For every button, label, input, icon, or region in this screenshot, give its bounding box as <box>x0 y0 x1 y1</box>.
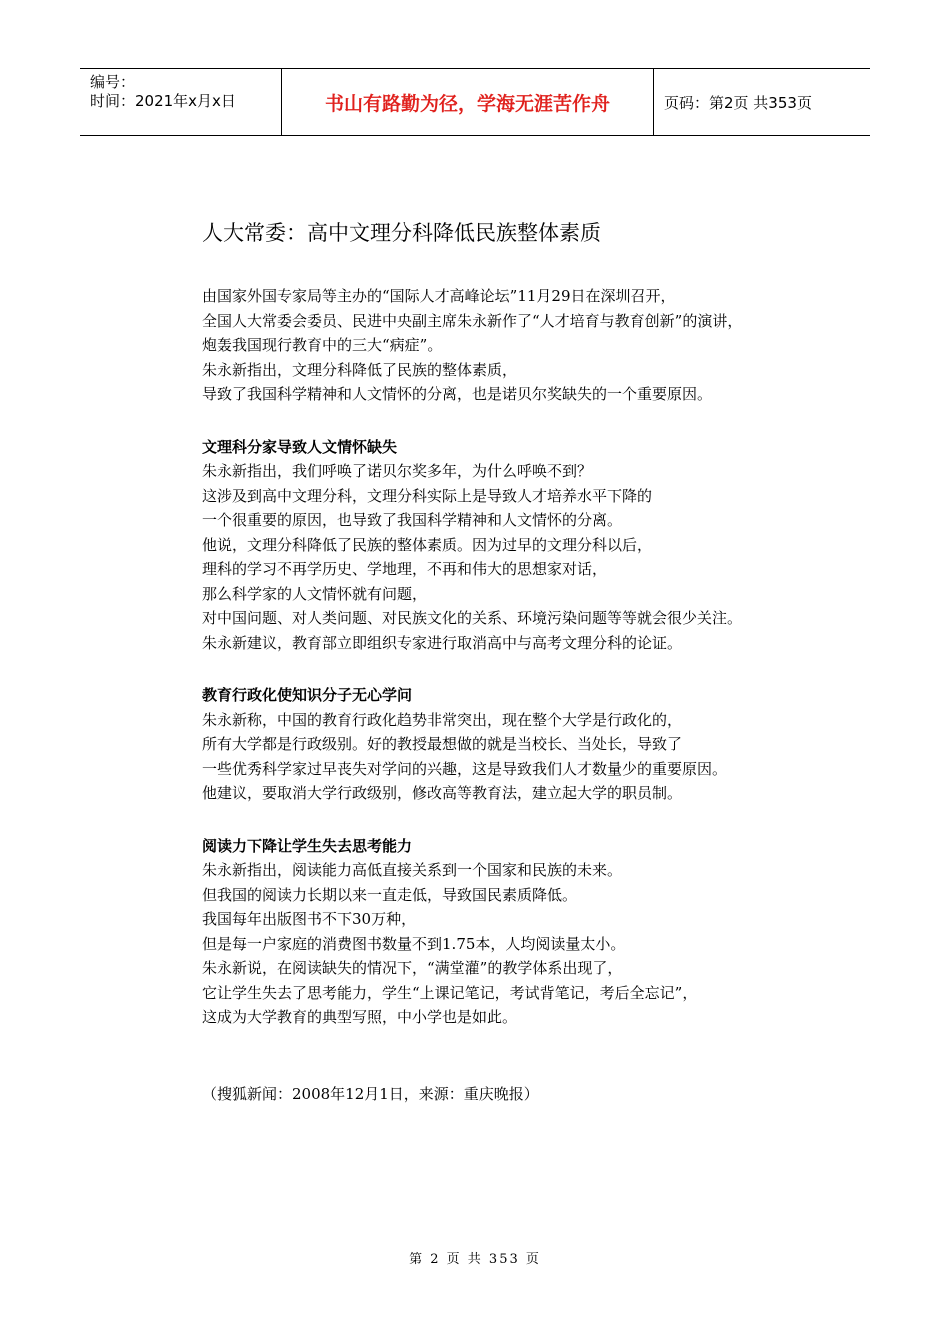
text-line: 那么科学家的人文情怀就有问题， <box>202 584 428 603</box>
text-line: 它让学生失去了思考能力，学生“上课记笔记，考试背笔记，考后全忘记”， <box>202 983 698 1002</box>
section-heading: 教育行政化使知识分子无心学问 <box>202 686 413 704</box>
text-line: 导致了我国科学精神和人文情怀的分离，也是诺贝尔奖缺失的一个重要原因。 <box>202 385 713 403</box>
text-line: 炮轰我国现行教育中的三大“病症”。 <box>202 336 443 354</box>
article-source: （搜狐新闻：2008年12月1日，来源：重庆晚报） <box>202 1084 539 1103</box>
text-line: 由国家外国专家局等主办的“国际人才高峰论坛”11月29日在深圳召开， <box>202 287 676 305</box>
article-title: 人大常委：高中文理分科降低民族整体素质 <box>202 221 601 245</box>
document-number-label: 编号： <box>90 73 136 91</box>
section-heading: 阅读力下降让学生失去思考能力 <box>202 836 413 855</box>
text-line: 这成为大学教育的典型写照，中小学也是如此。 <box>202 1008 518 1026</box>
text-line: 所有大学都是行政级别。好的教授最想做的就是当校长、当处长，导致了 <box>202 735 683 753</box>
text-line: 朱永新指出，阅读能力高低直接关系到一个国家和民族的未来。 <box>202 861 623 879</box>
header-table <box>80 68 870 136</box>
section-administration <box>202 683 842 806</box>
text-line: 朱永新指出，我们呼唤了诺贝尔奖多年，为什么呼唤不到？ <box>202 462 593 480</box>
intro-paragraph <box>202 284 842 407</box>
text-line: 一些优秀科学家过早丧失对学问的兴趣，这是导致我们人才数量少的重要原因。 <box>202 759 728 778</box>
text-line: 他建议，要取消大学行政级别，修改高等教育法，建立起大学的职员制。 <box>202 784 683 802</box>
section-heading: 文理科分家导致人文情怀缺失 <box>202 437 398 456</box>
section-humanities <box>202 435 842 656</box>
text-line: 朱永新指出，文理分科降低了民族的整体素质， <box>202 360 518 379</box>
text-line: 理科的学习不再学历史、学地理，不再和伟大的思想家对话， <box>202 560 608 578</box>
header-motto: 书山有路勤为径，学海无涯苦作舟 <box>281 69 654 135</box>
section-reading <box>202 834 842 1030</box>
text-line: 我国每年出版图书不下30万种， <box>202 910 417 928</box>
header-info-cell <box>80 69 281 135</box>
text-line: 朱永新建议，教育部立即组织专家进行取消高中与高考文理分科的论证。 <box>202 633 683 652</box>
text-line: 对中国问题、对人类问题、对民族文化的关系、环境污染问题等等就会很少关注。 <box>202 609 743 627</box>
text-line: 朱永新称，中国的教育行政化趋势非常突出，现在整个大学是行政化的， <box>202 710 683 729</box>
article-body <box>202 218 842 1106</box>
text-line: 但我国的阅读力长期以来一直走低，导致国民素质降低。 <box>202 885 578 904</box>
text-line: 全国人大常委会委员、民进中央副主席朱永新作了“人才培育与教育创新”的演讲， <box>202 311 743 330</box>
document-time-label: 时间：2021年x月x日 <box>90 92 236 110</box>
text-line: 但是每一户家庭的消费图书数量不到1.75本，人均阅读量太小。 <box>202 934 626 953</box>
text-line: 朱永新说，在阅读缺失的情况下，“满堂灌”的教学体系出现了， <box>202 959 623 977</box>
header-page-label: 页码：第2页 共353页 <box>664 93 812 112</box>
text-line: 这涉及到高中文理分科，文理分科实际上是导致人才培养水平下降的 <box>202 486 653 505</box>
page-footer: 第 2 页 共 353 页 <box>409 1252 541 1267</box>
text-line: 他说，文理分科降低了民族的整体素质。因为过早的文理分科以后， <box>202 535 653 554</box>
text-line: 一个很重要的原因，也导致了我国科学精神和人文情怀的分离。 <box>202 511 623 529</box>
